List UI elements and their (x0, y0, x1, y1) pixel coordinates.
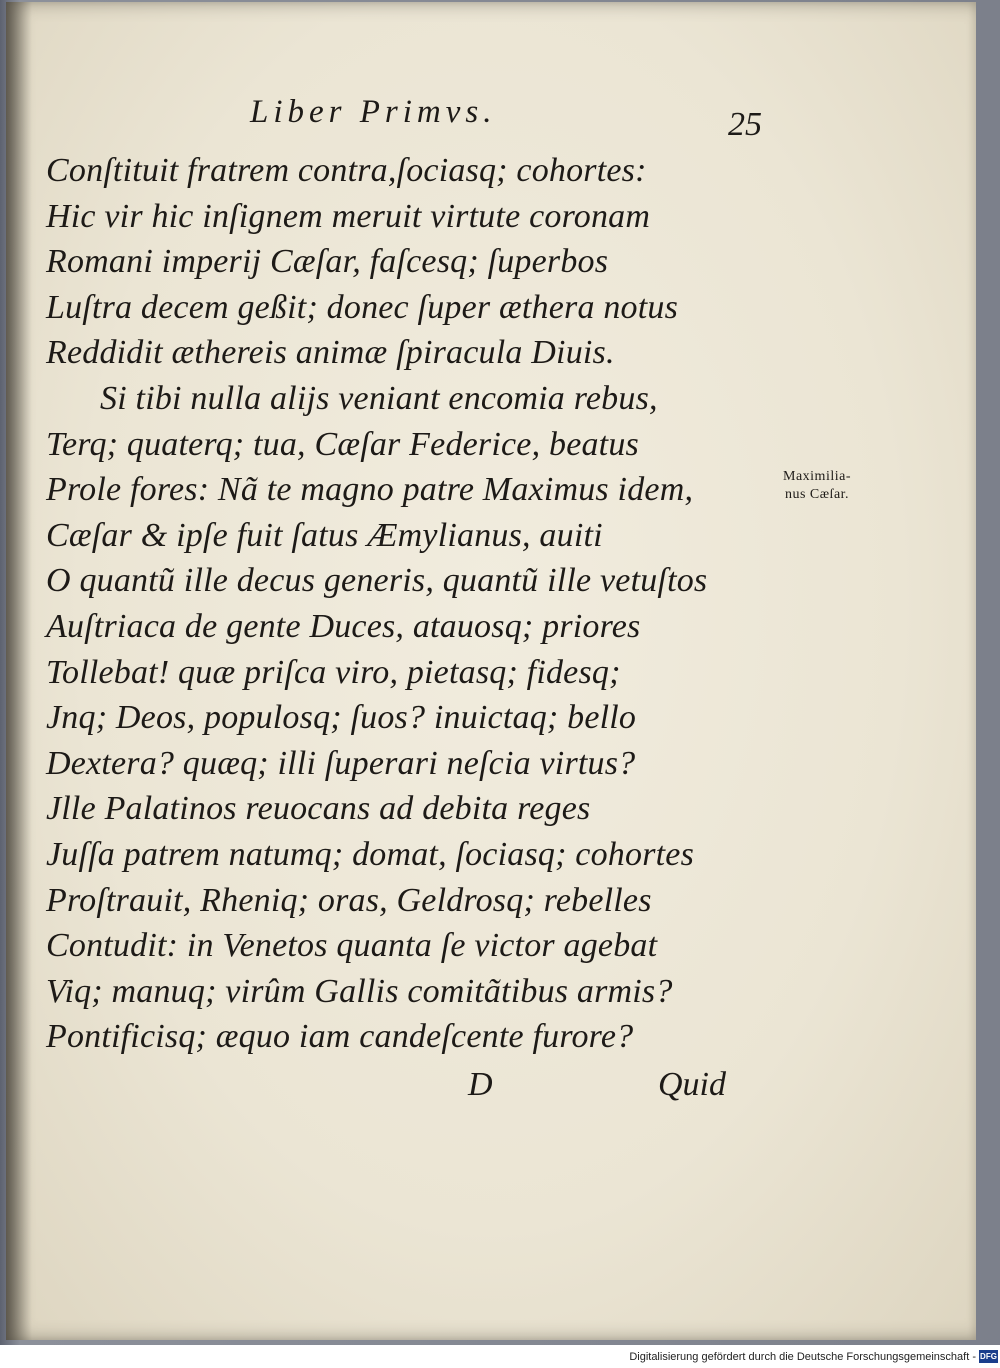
marginal-note-line: nus Cæſar. (784, 487, 850, 502)
verse-line: Jlle Palatinos reuocans ad debita reges (46, 790, 591, 828)
verse-line: Contudit: in Venetos quanta ſe victor agebat (46, 927, 658, 965)
verse-line: Juſſa patrem natumq; domat, ſociasq; cohortes (46, 835, 694, 873)
gutter-shadow (6, 2, 32, 1340)
funding-credit: Digitalisierung gefördert durch die Deutsche Forschungsgemeinschaft - (629, 1351, 976, 1363)
marginal-note-line: Maximilia- (783, 469, 851, 484)
verse-line: Conſtituit fratrem contra,ſociasq; cohortes: (46, 152, 647, 189)
running-head: Liber Primvs. (250, 94, 497, 130)
verse-line: Viq; manuq; virûm Gallis comitãtibus armis? (46, 972, 673, 1010)
catchword: Quid (658, 1066, 726, 1103)
verse-line: Dextera? quæq; illi ſuperari neſcia virtus? (46, 744, 636, 782)
marginal-note (763, 468, 871, 504)
verse-line: Proſtrauit, Rheniq; oras, Geldrosq; rebelles (46, 881, 652, 919)
dfg-logo: DFG (980, 1352, 997, 1361)
verse-line: Reddidit æthereis animæ ſpiracula Diuis. (46, 334, 615, 372)
verse-line: Terq; quaterq; tua, Cæſar Federice, beatus (46, 425, 639, 463)
signature-mark: D (468, 1066, 493, 1103)
verse-line: Jnq; Deos, populosq; ſuos? inuictaq; bello (46, 699, 637, 737)
verse-line: Prole fores: Nã te magno patre Maximus idem, (46, 471, 694, 509)
verse-line: Hic vir hic inſignem meruit virtute coronam (46, 197, 651, 235)
verse-line: Auſtriaca de gente Duces, atauosq; priores (46, 607, 641, 645)
verse-line: Tollebat! quæ priſca viro, pietasq; fidesq; (46, 653, 621, 691)
verse-line: Pontificisq; æquo iam candeſcente furore? (46, 1018, 634, 1056)
verse-line: Romani imperij Cæſar, faſcesq; ſuperbos (46, 243, 609, 281)
page-number: 25 (728, 106, 762, 143)
verse-line: Cæſar & ipſe fuit ſatus Æmylianus, auiti (46, 516, 603, 554)
verse-block (46, 148, 766, 1060)
verse-line: Si tibi nulla alijs veniant encomia rebus, (100, 379, 658, 417)
verse-line: O quantũ ille decus generis, quantũ ille vetuſtos (46, 562, 708, 600)
verse-line: Luſtra decem geßit; donec ſuper æthera notus (46, 288, 679, 326)
